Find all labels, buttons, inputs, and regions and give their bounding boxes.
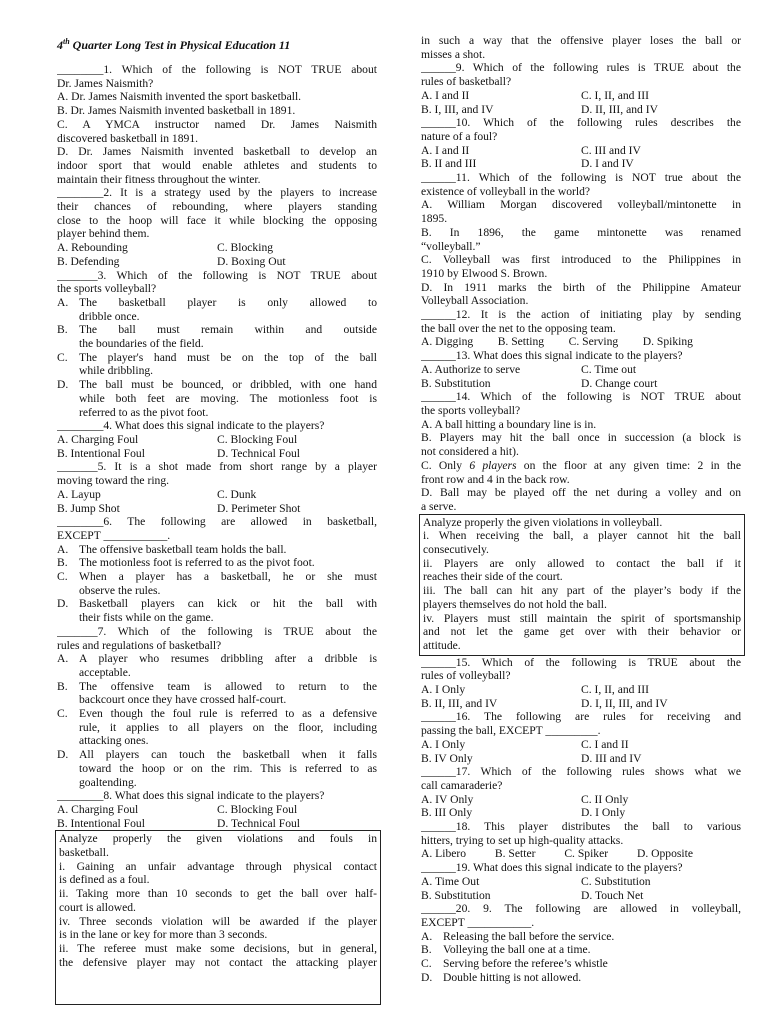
question-11 [421,171,741,308]
question-1-option-c[interactable]: C. A YMCA instructor named Dr. James Naismith [57,117,377,131]
question-10-text: ______10. Which of the following rules describes the [421,116,741,130]
question-1-text: ________1. Which of the following is NOT TRUE about [57,63,377,76]
question-16-text: ______16. The following are rules for receiving and [421,710,741,724]
option-label: A. [57,542,69,556]
question-10-text: nature of a foul? [421,129,498,143]
box-line: attitude. [423,638,461,652]
option-label: C. [57,570,68,584]
box-line: iii. The ball can hit any part of the player’s body if the [423,584,741,598]
question-17-options-row [421,793,741,807]
question-15-option-a[interactable]: A. I Only [421,683,466,697]
box-line: iv. Players must still maintain the spirit of sportsmanship [423,611,741,625]
basketball-violations-box [55,830,381,1005]
question-10-option-a[interactable]: A. I and II [421,143,470,157]
option-text: referred to as the pivot foot. [79,405,209,419]
option-label: C. [57,350,68,364]
question-2-text: ________2. It is a strategy used by the players to increase [57,186,377,200]
option-label: C. [57,707,68,721]
question-15-text: ______15. Which of the following is TRUE about the [421,655,741,669]
question-2-options-row [57,241,377,255]
option-text: The motionless foot is referred to as the pivot foot. [79,556,315,570]
box-line: Analyze properly the given violations and fouls in [59,832,377,846]
question-4-option-b[interactable]: B. Intentional Foul [57,446,145,460]
option-text: Even though the foul rule is referred to as a defensive [79,707,377,721]
question-7-option-c[interactable] [57,707,377,748]
option-text: acceptable. [79,665,131,679]
option-label: D. [57,378,69,392]
question-19-option-a[interactable]: A. Time Out [421,874,480,888]
question-17-option-a[interactable]: A. IV Only [421,792,474,806]
page-title: 4th Quarter Long Test in Physical Education 11 [57,37,291,52]
box-line: ii. Players are only allowed to contact the ball if it [423,556,741,570]
option-text: The offensive basketball team holds the ball. [79,542,287,556]
question-1-option-c[interactable]: discovered basketball in 1891. [57,131,199,145]
question-14-text: the sports volleyball? [421,403,521,417]
question-13-options-row [421,363,741,377]
option-text: The ball must remain within and outside [79,323,377,337]
option-label: B. [57,556,68,570]
question-12-text: the ball over the net to the opposing team. [421,321,616,335]
option-text: their fists while on the game. [79,611,214,625]
question-16-options-row [421,752,741,766]
question-15-options-row [421,683,741,697]
question-3-option-d[interactable] [57,378,377,419]
question-5-option-d[interactable]: D. Perimeter Shot [217,501,301,515]
option-text: The offensive team is allowed to return to the [79,679,377,693]
continued-text: misses a shot. [421,47,486,61]
box-line: is in the lane or key for more than 3 seconds. [59,928,268,942]
question-7-option-a[interactable] [57,652,377,679]
question-19-option-b[interactable]: B. Substitution [421,888,491,902]
question-4-options-row [57,433,377,447]
question-9-option-b[interactable]: B. I, III, and IV [421,102,494,116]
question-11-option-c[interactable]: 1910 by Elwood S. Brown. [421,266,548,280]
question-5-option-c[interactable]: C. Dunk [217,487,257,501]
question-16-option-d[interactable]: D. III and IV [581,751,642,765]
question-12-option-c[interactable]: C. Serving [568,335,619,349]
box-line: i. When receiving the ball, a player cannot hit the ball [423,529,741,543]
question-10-options-row [421,144,741,158]
question-1-text: Dr. James Naismith? [57,76,154,90]
question-13-option-c[interactable]: C. Time out [581,362,637,376]
question-14-option-d[interactable]: a serve. [421,499,457,513]
question-12 [421,308,741,349]
question-9-option-a[interactable]: A. I and II [421,88,470,102]
question-11-option-b[interactable]: “volleyball.” [421,239,481,253]
left-column [57,34,377,1005]
question-15-option-c[interactable]: C. I, II, and III [581,683,649,697]
question-13-options-row [421,377,741,391]
question-12-option-b[interactable]: B. Setting [497,335,545,349]
option-label: A. [57,652,69,666]
option-text: Double hitting is not allowed. [443,970,582,984]
box-line: Analyze properly the given violations in volleyball. [423,515,663,529]
question-1 [57,63,377,186]
question-18 [421,820,741,861]
question-12-options-row [421,335,693,349]
question-14-text: ______14. Which of the following is NOT TRUE about [421,390,741,404]
question-4-text: ________4. What does this signal indicate to the players? [57,419,325,433]
question-20-option-c[interactable] [421,957,741,971]
option-text: When a player has a basketball, he or she must [79,570,377,584]
question-16-options-row [421,738,741,752]
question-6-option-a[interactable] [57,543,377,557]
option-text: backcourt once they have crossed half-court. [79,693,287,707]
question-15-text: rules of volleyball? [421,669,511,683]
question-2-option-b[interactable]: B. Defending [57,254,120,268]
question-11-option-b[interactable]: B. In 1896, the game mintonette was renamed [421,225,741,239]
question-5-options-row [57,502,377,516]
question-3 [57,269,377,420]
option-text: The basketball player is only allowed to [79,295,377,309]
question-19-options-row [421,889,741,903]
question-16-option-b[interactable]: B. IV Only [421,751,473,765]
option-text: dribble once. [79,309,140,323]
question-15 [421,656,741,711]
question-16 [421,710,741,765]
question-6-option-b[interactable] [57,556,377,570]
box-line: is defined as a foul. [59,873,150,887]
option-text: The ball must be bounced, or dribbled, with one hand [79,378,377,392]
option-text: goaltending. [79,775,137,789]
question-3-option-a[interactable] [57,296,377,323]
question-18-option-b[interactable]: B. Setter [494,847,536,861]
question-8-options-row [57,817,377,831]
question-7 [57,625,377,789]
question-2-option-d[interactable]: D. Boxing Out [217,254,286,268]
question-8-option-b[interactable]: B. Intentional Foul [57,816,145,830]
question-20-option-d[interactable] [421,971,741,985]
question-12-text: ______12. It is the action of initiating play by sending [421,308,741,322]
question-5-text: _______5. It is a shot made from short range by a player [57,460,377,474]
question-6-option-d[interactable] [57,597,377,624]
option-text: observe the rules. [79,583,161,597]
question-11-option-d[interactable]: Volleyball Association. [421,294,529,308]
question-12-option-a[interactable]: A. Digging [421,335,474,349]
option-text: All players can touch the basketball when it falls [79,748,377,762]
question-11-text: existence of volleyball in the world? [421,184,591,198]
question-6 [57,515,377,625]
question-14 [421,390,741,513]
question-18-option-d[interactable]: D. Opposite [636,847,693,861]
question-2-text: close to the hoop will face it while blocking the opposing [57,213,377,227]
question-8-option-c[interactable]: C. Blocking Foul [217,802,298,816]
question-17-options-row [421,806,741,820]
question-4-options-row [57,447,377,461]
question-8-text: ________8. What does this signal indicate to the players? [57,789,325,803]
question-18-text: ______18. This player distributes the ball to various [421,820,741,834]
question-13-option-d[interactable]: D. Change court [581,376,658,390]
question-12-option-d[interactable]: D. Spiking [642,335,693,349]
question-14-option-c[interactable]: C. Only 6 players on the floor at any given time: 2 in the [421,458,741,472]
question-6-text: EXCEPT ___________. [57,528,171,542]
question-19-option-c[interactable]: C. Substitution [581,874,651,888]
question-19-option-d[interactable]: D. Touch Net [581,888,644,902]
question-6-text: ________6. The following are allowed in basketball, [57,515,377,529]
question-8-options-row [57,803,377,817]
option-text: A player who resumes dribbling after a dribble is [79,652,377,666]
question-1-option-d[interactable]: D. Dr. James Naismith invented basketball to develop an [57,145,377,159]
question-9-text: rules of basketball? [421,75,512,89]
question-2-option-a[interactable]: A. Rebounding [57,241,128,255]
question-15-option-b[interactable]: B. II, III, and IV [421,696,498,710]
box-line: i. Gaining an unfair advantage through physical contact [59,859,377,873]
question-14-option-d[interactable]: D. Ball may be played off the net during a volley and on [421,486,741,500]
question-9-text: ______9. Which of the following rules is TRUE about the [421,61,741,75]
question-7-option-d[interactable] [57,748,377,789]
question-2-text: their chances of rebounding, where players standing [57,200,377,214]
question-19-text: ______19. What does this signal indicate to the players? [421,861,683,875]
question-5-text: moving toward the ring. [57,474,170,488]
question-9-option-d[interactable]: D. II, III, and IV [581,102,658,116]
question-1-option-b[interactable]: B. Dr. James Naismith invented basketball in 1891. [57,104,296,118]
question-18-option-c[interactable]: C. Spiker [564,847,609,861]
question-13-option-a[interactable]: A. Authorize to serve [421,362,521,376]
question-17-text: call camaraderie? [421,778,503,792]
question-18-text: hitters, trying to set up high-quality attacks. [421,833,624,847]
box-line: iv. Three seconds violation will be awarded if the player [59,914,377,928]
question-2-options-row [57,255,377,269]
question-13 [421,349,741,390]
box-line: and not let the game get over with their behavior or [423,625,741,639]
question-14-option-b[interactable]: not considered a hit). [421,445,519,459]
option-label: D. [57,748,69,762]
question-20-text: ______20. 9. The following are allowed in volleyball, [421,902,741,916]
box-line: ii. Taking more than 10 seconds to get the ball over half- [59,887,377,901]
question-6-option-c[interactable] [57,570,377,597]
question-1-option-d[interactable]: indoor sport that would enable athletes and students to [57,158,377,172]
question-5 [57,460,377,515]
question-14-option-c[interactable]: front row and 4 in the back row. [421,472,570,486]
question-20-option-a[interactable] [421,930,741,944]
question-16-text: passing the ball, EXCEPT _________. [421,724,601,738]
option-label: A. [421,929,433,943]
question-5-option-b[interactable]: B. Jump Shot [57,501,120,515]
question-7-text: _______7. Which of the following is TRUE about the [57,624,377,638]
box-line: players themselves do not hold the ball. [423,597,607,611]
question-19 [421,861,741,902]
box-line: the defensive player may not contact the attacking player [59,955,377,969]
option-text: The player's hand must be on the top of the ball [79,350,377,364]
question-14-option-a[interactable]: A. A ball hitting a boundary line is in. [421,417,597,431]
question-3-option-c[interactable] [57,351,377,378]
question-17-text: ______17. Which of the following rules shows what we [421,765,741,779]
question-10-option-b[interactable]: B. II and III [421,157,477,171]
question-7-option-b[interactable] [57,680,377,707]
question-10-option-c[interactable]: C. III and IV [581,143,641,157]
question-20-text: EXCEPT ___________. [421,916,535,929]
question-17-option-d[interactable]: D. I Only [581,806,626,820]
option-label: B. [57,323,68,337]
option-label: B. [421,943,432,957]
box-line: reaches their side of the court. [423,570,563,584]
question-17-option-c[interactable]: C. II Only [581,792,629,806]
question-3-text: the sports volleyball? [57,282,157,296]
question-9-options-row [421,89,741,103]
option-label: D. [57,597,69,611]
option-label: A. [57,295,69,309]
question-20 [421,902,741,984]
question-2 [57,186,377,268]
question-4-option-d[interactable]: D. Technical Foul [217,446,301,460]
question-14-option-b[interactable]: B. Players may hit the ball once in succession (a block is [421,431,741,445]
option-label: C. [421,957,432,971]
question-10 [421,116,741,171]
question-19-options-row [421,875,741,889]
question-15-options-row [421,697,741,711]
question-7-text: rules and regulations of basketball? [57,638,222,652]
volleyball-violations-box [419,514,745,656]
option-label: D. [421,970,433,984]
option-text: attacking ones. [79,734,149,748]
question-11-option-a[interactable]: 1895. [421,212,448,226]
question-9-options-row [421,103,741,117]
question-18-options-row [421,847,693,861]
question-13-option-b[interactable]: B. Substitution [421,376,491,390]
option-text: Serving before the referee’s whistle [443,957,608,971]
question-16-option-a[interactable]: A. I Only [421,737,466,751]
question-10-option-d[interactable]: D. I and IV [581,157,634,171]
question-11-option-c[interactable]: C. Volleyball was first introduced to the Philippines in [421,253,741,267]
question-3-option-b[interactable] [57,323,377,350]
option-text: the boundaries of the field. [79,337,204,351]
question-10-options-row [421,157,741,171]
question-9 [421,61,741,116]
question-20-option-b[interactable] [421,943,741,957]
question-11-option-d[interactable]: D. In 1911 marks the birth of the Philippine Amateur [421,280,741,294]
question-2-option-c[interactable]: C. Blocking [217,241,274,255]
question-4-option-c[interactable]: C. Blocking Foul [217,432,298,446]
question-8-option-d[interactable]: D. Technical Foul [217,816,301,830]
option-text: Basketball players can kick or hit the ball with [79,597,377,611]
question-13-text: ______13. What does this signal indicate to the players? [421,349,683,363]
option-text: rule, it applies to all players on the floor, including [79,720,377,734]
box-line: ii. The referee must make some decisions, but in general, [59,942,377,955]
option-text: Releasing the ball before the service. [443,929,615,943]
question-4 [57,419,377,460]
question-11-text: ______11. Which of the following is NOT true about the [421,171,741,185]
question-1-option-a[interactable]: A. Dr. James Naismith invented the sport basketball. [57,90,302,104]
question-1-option-d[interactable]: maintain their fitness throughout the winter. [57,172,261,186]
option-text: while both feet are moving. The motionless foot is [79,391,377,405]
option-label: B. [57,679,68,693]
question-3-text: _______3. Which of the following is NOT TRUE about [57,268,377,282]
question-18-option-a[interactable]: A. Libero [421,847,467,861]
right-column [421,34,741,985]
question-8-option-a[interactable]: A. Charging Foul [57,802,139,816]
continued-text: in such a way that the offensive player loses the ball or [421,34,741,47]
question-8 [57,789,377,830]
option-text: toward the hoop or on the rim. This is referred to as [79,761,377,775]
question-17 [421,765,741,820]
question-5-option-a[interactable]: A. Layup [57,487,101,501]
option-text: while dribbling. [79,364,154,378]
question-5-options-row [57,488,377,502]
question-11-option-a[interactable]: A. William Morgan discovered volleyball/mintonette in [421,198,741,212]
question-15-option-d[interactable]: D. I, II, III, and IV [581,696,668,710]
question-16-option-c[interactable]: C. I and II [581,737,629,751]
question-9-option-c[interactable]: C. I, II, and III [581,88,649,102]
box-line: court is allowed. [59,900,136,914]
question-2-text: player behind them. [57,227,150,241]
box-line: consecutively. [423,543,489,557]
option-text: Volleying the ball one at a time. [443,943,591,957]
question-4-option-a[interactable]: A. Charging Foul [57,432,139,446]
box-line: basketball. [59,846,109,860]
question-17-option-b[interactable]: B. III Only [421,806,473,820]
